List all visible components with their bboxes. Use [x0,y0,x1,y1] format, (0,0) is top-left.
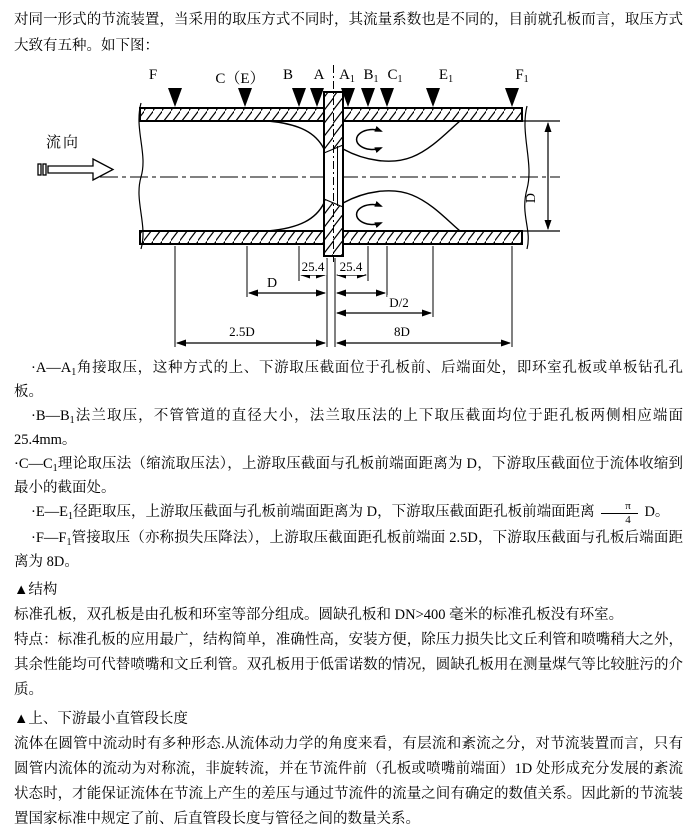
section-paragraph: 特点：标准孔板的应用最广，结构简单，准确性高，安装方便，除压力损失比文丘利管和喷嘴稍大之外，其余性能均可代替喷嘴和文丘利管。双孔板用于低雷诺数的情况，圆缺孔板用在测量煤气等比较脏污的介质。 [14,632,683,698]
tapping-methods-list [14,356,683,574]
tap-arrow-icon [292,88,306,107]
tapping-bullet-4: $\cdot E—E_1$径距取压，上游取压截面与孔板前端面距离为 D，下游取压截面距孔板前端面距离 $\frac{\pi}{4}$ D。 [31,500,670,526]
dim-8d-label: 8D [394,324,410,339]
pi-over-4-fraction: $\frac{\pi}{4}$ [601,501,638,526]
tap-label-A1: $A_1$ [339,67,355,85]
tap-arrow-icon [426,88,440,107]
pipe-break-line-left [139,103,143,249]
orifice-tapping-diagram [0,59,696,351]
tap-label-B: B [282,67,294,83]
tapping-bullet-3: $\cdot C—C_1$理论取压法（缩流取压法），上游取压截面与孔板前端面距离为 D，下游取压截面位于流体收缩到最小的截面处。 [14,456,683,496]
dim-gap-left-label: 25.4 [301,259,325,274]
tap-label-A: A [313,67,325,83]
diagram-canvas [0,59,696,351]
pipe-diameter-dimension [522,121,560,231]
tap-label-C1: $C_1$ [387,67,403,85]
tap-arrow-icon [310,88,324,107]
section-paragraph: 标准孔板，双孔板是由孔板和环室等部分组成。圆缺孔板和 DN>400 毫米的标准孔板没有环室。 [14,607,624,623]
dim-gap-right-label: 25.4 [339,259,363,274]
flow-contraction-curves [268,121,460,231]
dim-2-5d-label: 2.5D [229,324,255,339]
tap-label-E1: $E_1$ [438,67,454,85]
orifice-plate [324,65,343,262]
dim-pipe-diameter-label: D [524,192,540,204]
tap-arrow-icon [505,88,519,107]
section-title-1: ▲结构 [14,582,58,598]
vortex-icon [357,130,381,150]
tap-label-B1: $B_1$ [363,67,379,85]
sections [14,578,683,832]
tapping-bullet-5: $\cdot F—F_1$管接取压（亦称损失压降法），上游取压截面距孔板前端面 2.5D，下游取压截面与孔板后端面距离为 8D。 [14,530,683,570]
tap-label-F: F [148,67,158,83]
document-page [0,7,696,827]
section-paragraph: 流体在圆管中流动时有多种形态.从流体动力学的角度来看，有层流和紊流之分，对节流装置而言，只有圆管内流体的流动为对称流，非旋转流，并在节流件前（孔板或喷嘴前端面）1D 处形成充分发展的紊流状态时，才能保证流体在节流上产生的差压与通过节流件的流量之间有确定的数值关系。因此新的节流装置国家标准中规定了前、后直管段长度与管径之间的数量关系。 [14,736,683,827]
tap-arrow-icon [361,88,375,107]
intro-paragraph: 对同一形式的节流装置，当采用的取压方式不同时，其流量系数也是不同的，目前就孔板而言，取压方式大致有五种。如下图： [14,12,683,54]
dim-d-half-label: D/2 [389,295,409,310]
tapping-bullet-2: $\cdot B—B_1$法兰取压，不管管道的直径大小，法兰取压法的上下取压截面均位于距孔板两侧相应端面 25.4mm。 [14,408,683,448]
tapping-bullet-1: $\cdot A—A_1$角接取压，这种方式的上、下游取压截面位于孔板前、后端面处，即环室孔板或单板钻孔孔板。 [14,360,683,400]
tap-arrow-icon [380,88,394,107]
tap-arrow-icon [238,88,252,107]
tap-label-CE: C（E） [215,71,265,87]
flow-direction-label: 流向 [46,135,81,151]
tap-label-F1: $F_1$ [515,67,529,85]
vortex-icon [357,204,381,224]
tap-arrow-icon [168,88,182,107]
dim-d-upstream-label: D [266,276,278,291]
section-title-2: ▲上、下游最小直管段长度 [14,711,188,727]
